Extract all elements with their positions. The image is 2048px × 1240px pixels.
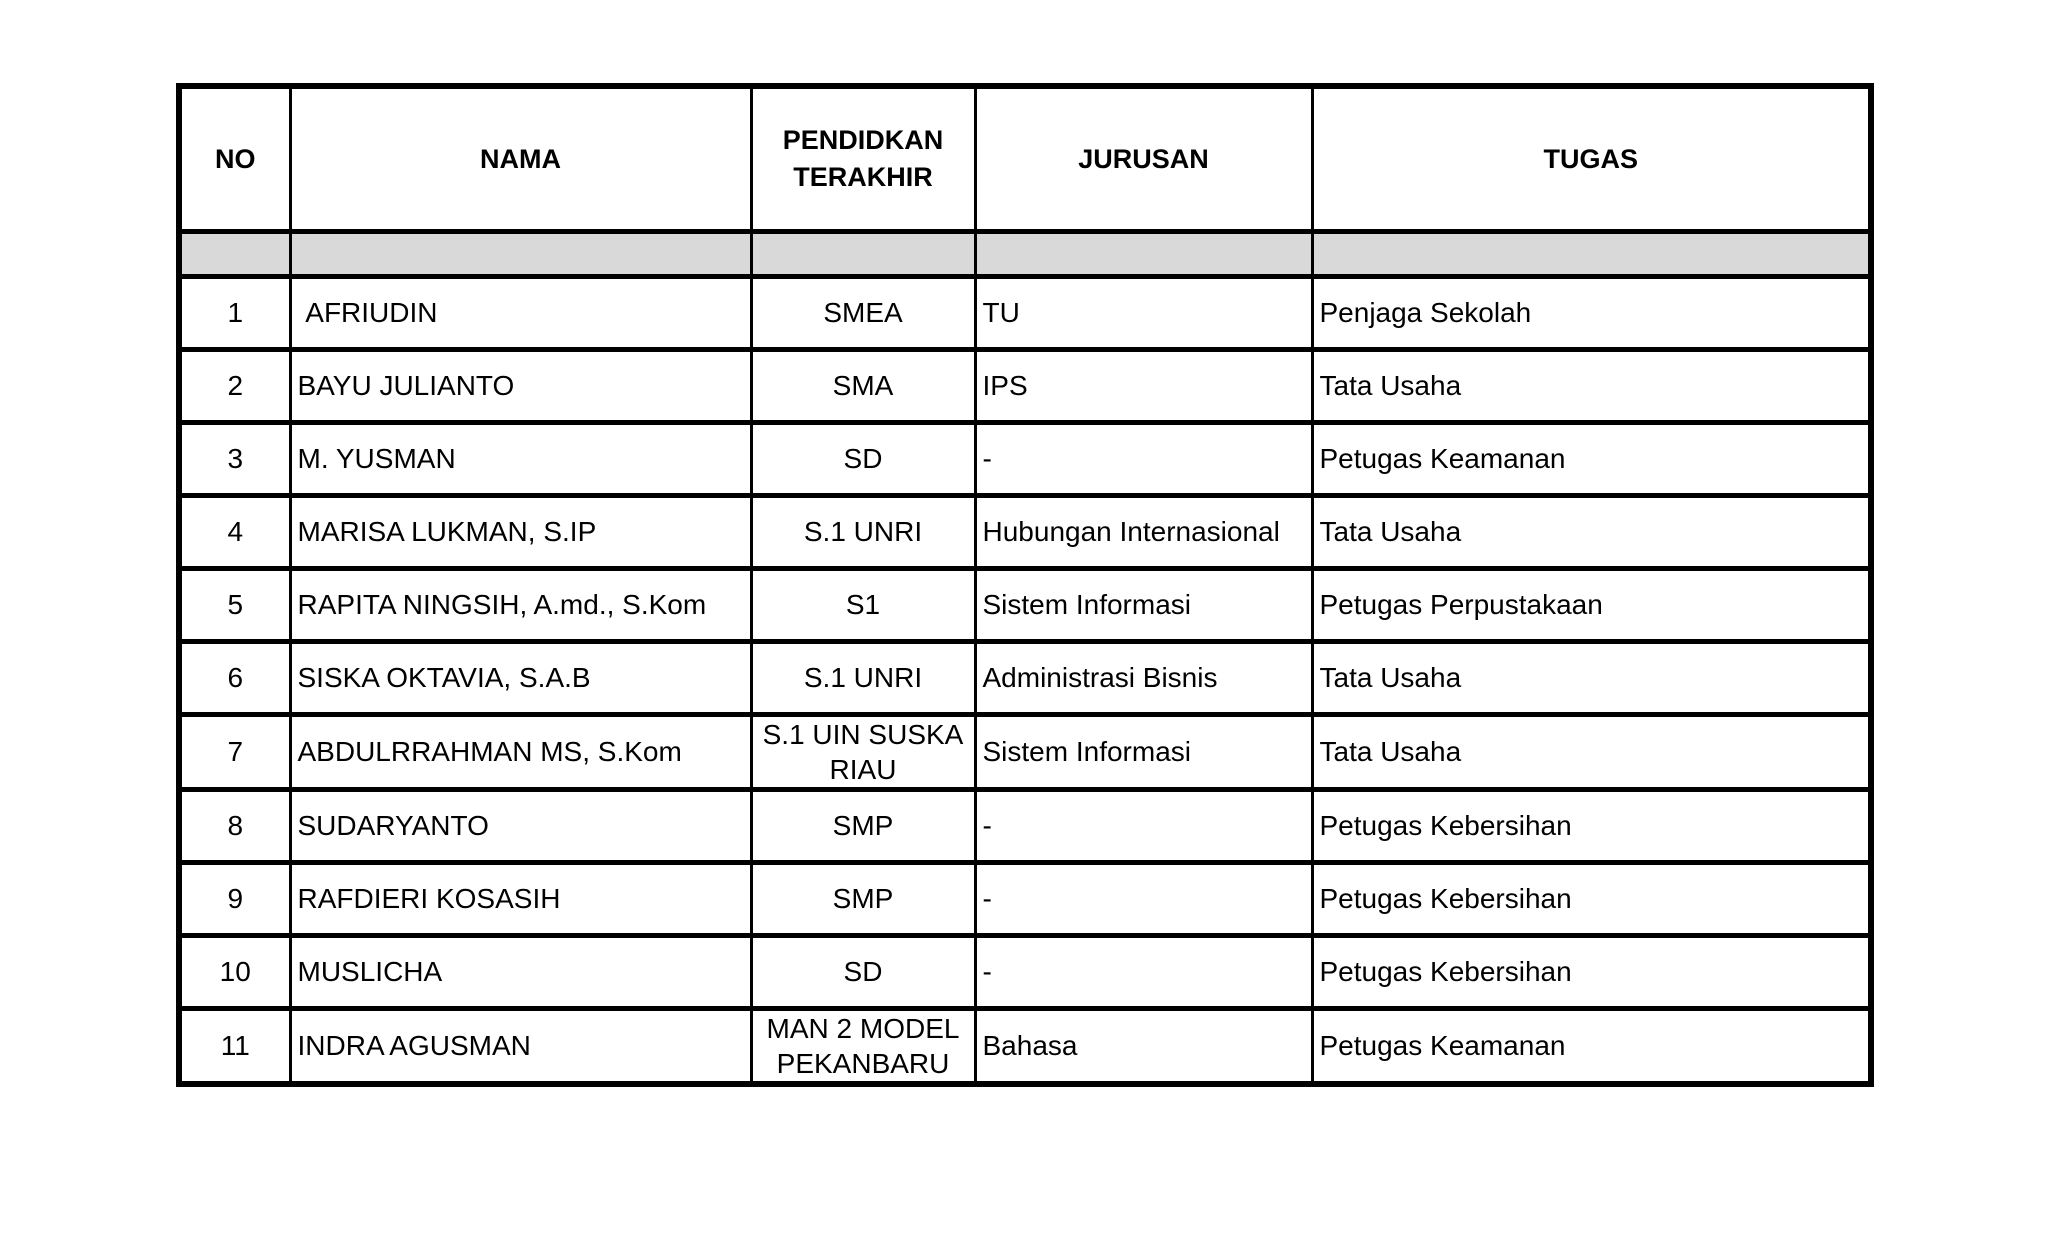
cell-tugas: Petugas Keamanan: [1312, 422, 1871, 495]
cell-pendidikan: S1: [751, 568, 975, 641]
cell-jurusan: TU: [975, 276, 1312, 349]
column-header-tugas: TUGAS: [1312, 86, 1871, 231]
cell-tugas: Petugas Kebersihan: [1312, 789, 1871, 862]
table-row: [179, 789, 1871, 862]
cell-jurusan: Hubungan Internasional: [975, 495, 1312, 568]
cell-nama: INDRA AGUSMAN: [290, 1008, 751, 1084]
cell-tugas: Penjaga Sekolah: [1312, 276, 1871, 349]
column-header-jurusan: JURUSAN: [975, 86, 1312, 231]
cell-no: 4: [179, 495, 290, 568]
cell-pendidikan: S.1 UNRI: [751, 641, 975, 714]
cell-tugas: Petugas Perpustakaan: [1312, 568, 1871, 641]
column-header-pendidikan: PENDIDKAN TERAKHIR: [751, 86, 975, 231]
cell-nama: MUSLICHA: [290, 935, 751, 1008]
cell-no: 1: [179, 276, 290, 349]
cell-no: 3: [179, 422, 290, 495]
cell-pendidikan: SD: [751, 422, 975, 495]
separator-cell: [290, 231, 751, 276]
column-header-no: NO: [179, 86, 290, 231]
cell-pendidikan: S.1 UIN SUSKA RIAU: [751, 714, 975, 789]
cell-pendidikan: MAN 2 MODEL PEKANBARU: [751, 1008, 975, 1084]
table-row: [179, 349, 1871, 422]
cell-jurusan: Bahasa: [975, 1008, 1312, 1084]
cell-jurusan: -: [975, 789, 1312, 862]
separator-cell: [975, 231, 1312, 276]
cell-tugas: Tata Usaha: [1312, 495, 1871, 568]
cell-jurusan: -: [975, 862, 1312, 935]
cell-pendidikan: S.1 UNRI: [751, 495, 975, 568]
cell-nama: RAPITA NINGSIH, A.md., S.Kom: [290, 568, 751, 641]
cell-nama: ABDULRRAHMAN MS, S.Kom: [290, 714, 751, 789]
cell-tugas: Tata Usaha: [1312, 714, 1871, 789]
table-row: [179, 862, 1871, 935]
cell-pendidikan: SMP: [751, 862, 975, 935]
cell-jurusan: -: [975, 422, 1312, 495]
table-row: [179, 935, 1871, 1008]
cell-jurusan: Sistem Informasi: [975, 714, 1312, 789]
cell-no: 5: [179, 568, 290, 641]
table-row: [179, 1008, 1871, 1084]
separator-cell: [1312, 231, 1871, 276]
cell-jurusan: Administrasi Bisnis: [975, 641, 1312, 714]
separator-cell: [751, 231, 975, 276]
cell-tugas: Petugas Kebersihan: [1312, 935, 1871, 1008]
cell-pendidikan: SMA: [751, 349, 975, 422]
cell-jurusan: Sistem Informasi: [975, 568, 1312, 641]
staff-table: [176, 83, 1874, 1087]
table-body: [179, 231, 1871, 1084]
cell-nama: SISKA OKTAVIA, S.A.B: [290, 641, 751, 714]
cell-no: 11: [179, 1008, 290, 1084]
column-header-nama: NAMA: [290, 86, 751, 231]
cell-jurusan: -: [975, 935, 1312, 1008]
cell-tugas: Tata Usaha: [1312, 641, 1871, 714]
cell-jurusan: IPS: [975, 349, 1312, 422]
cell-pendidikan: SMP: [751, 789, 975, 862]
separator-row: [179, 231, 1871, 276]
cell-pendidikan: SD: [751, 935, 975, 1008]
cell-no: 9: [179, 862, 290, 935]
table-row: [179, 568, 1871, 641]
cell-tugas: Petugas Kebersihan: [1312, 862, 1871, 935]
cell-pendidikan: SMEA: [751, 276, 975, 349]
cell-nama: AFRIUDIN: [290, 276, 751, 349]
cell-tugas: Petugas Keamanan: [1312, 1008, 1871, 1084]
table-row: [179, 641, 1871, 714]
table-header: [179, 86, 1871, 231]
cell-nama: SUDARYANTO: [290, 789, 751, 862]
cell-nama: BAYU JULIANTO: [290, 349, 751, 422]
cell-nama: RAFDIERI KOSASIH: [290, 862, 751, 935]
cell-no: 10: [179, 935, 290, 1008]
cell-no: 2: [179, 349, 290, 422]
separator-cell: [179, 231, 290, 276]
table-row: [179, 422, 1871, 495]
cell-nama: MARISA LUKMAN, S.IP: [290, 495, 751, 568]
cell-no: 7: [179, 714, 290, 789]
table-row: [179, 714, 1871, 789]
table-row: [179, 495, 1871, 568]
table-row: [179, 276, 1871, 349]
cell-no: 8: [179, 789, 290, 862]
cell-no: 6: [179, 641, 290, 714]
cell-tugas: Tata Usaha: [1312, 349, 1871, 422]
cell-nama: M. YUSMAN: [290, 422, 751, 495]
header-row: [179, 86, 1871, 231]
